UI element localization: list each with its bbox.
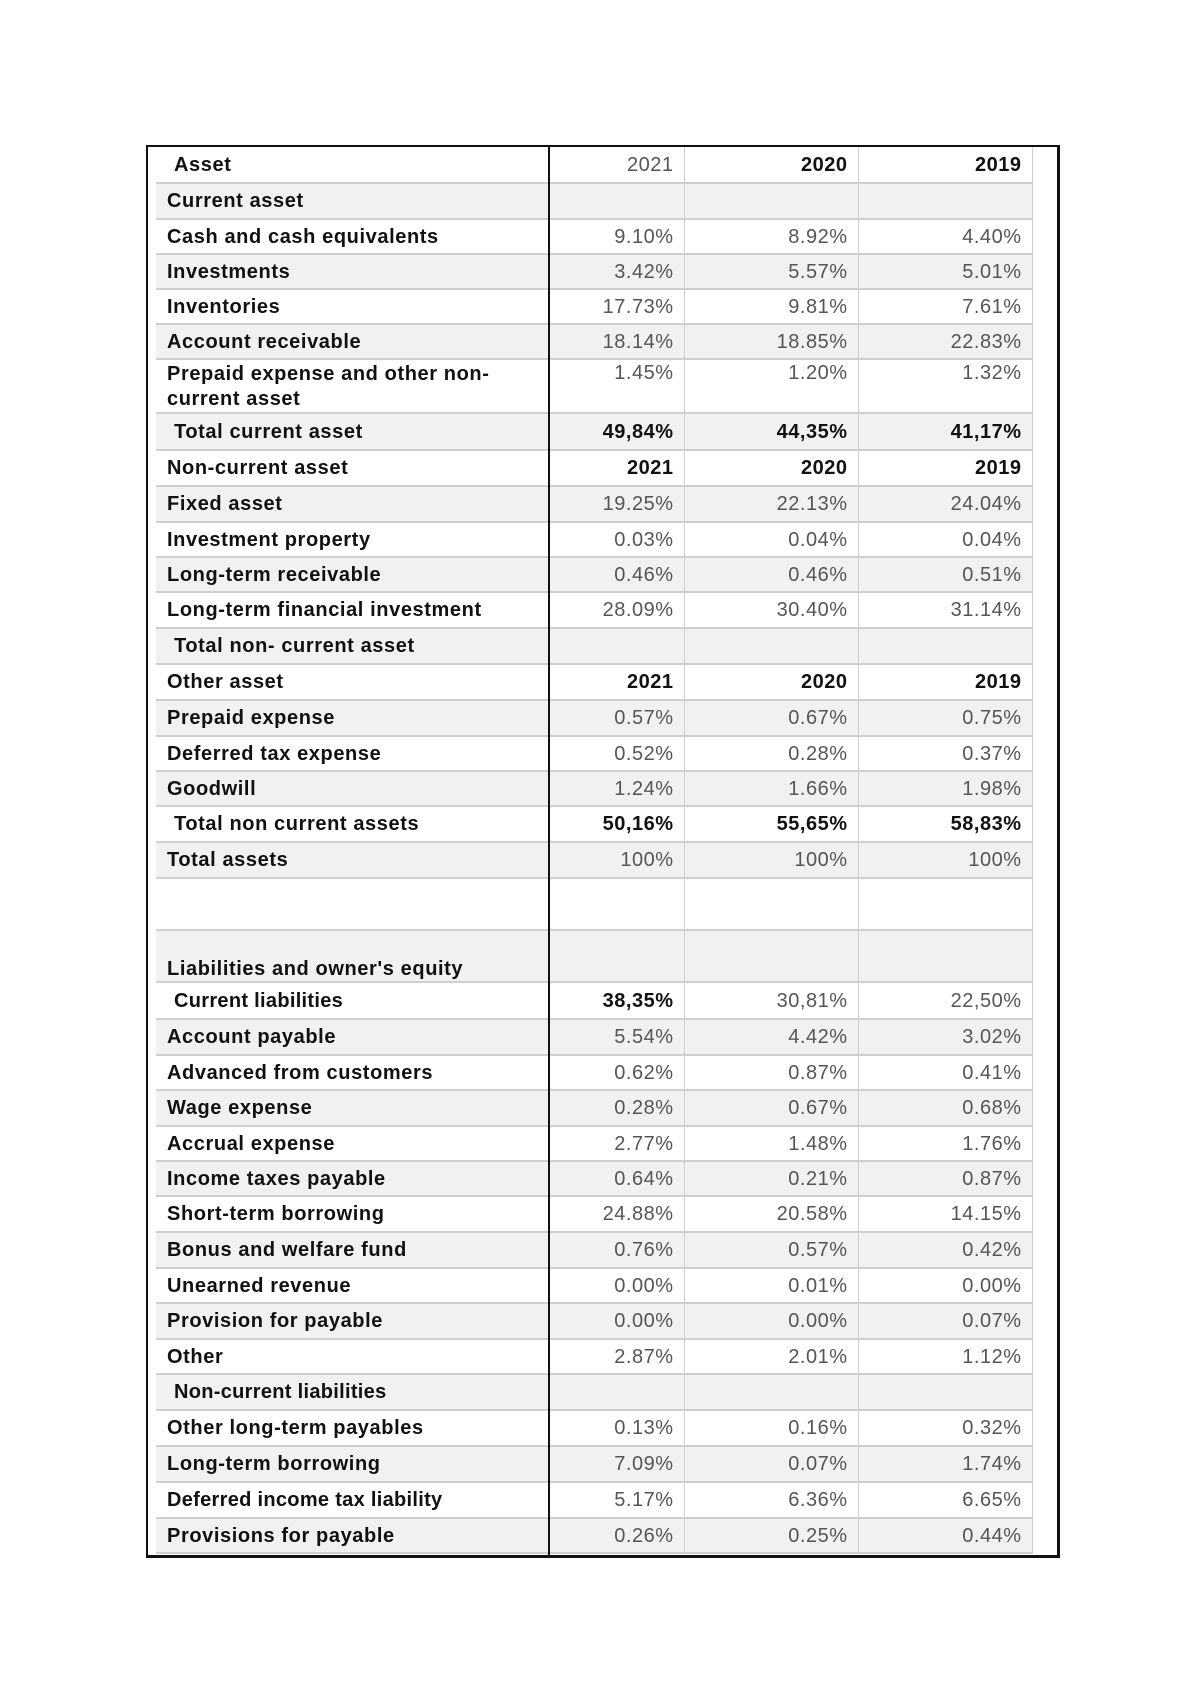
cell-2021: 18.14% xyxy=(548,324,684,359)
cell-2019: 2019 xyxy=(858,664,1032,700)
cell-2020: 0.07% xyxy=(684,1446,858,1482)
table-row xyxy=(156,359,1032,413)
table-row xyxy=(156,664,1032,700)
row-label: Current liabilities xyxy=(156,982,548,1019)
cell-2020: 18.85% xyxy=(684,324,858,359)
row-label: Other long-term payables xyxy=(156,1410,548,1446)
row-label: Other asset xyxy=(156,664,548,700)
cell-2019 xyxy=(858,1374,1032,1410)
cell-2021: 0.28% xyxy=(548,1090,684,1126)
row-label: Bonus and welfare fund xyxy=(156,1232,548,1268)
table-row xyxy=(156,324,1032,359)
cell-2020 xyxy=(684,1374,858,1410)
cell-2021 xyxy=(548,930,684,982)
cell-2021: 5.54% xyxy=(548,1019,684,1055)
table-row xyxy=(156,771,1032,806)
cell-2020: 2.01% xyxy=(684,1339,858,1374)
cell-2019: 1.32% xyxy=(858,359,1032,413)
cell-2020: 0.00% xyxy=(684,1303,858,1339)
cell-2019: 0.04% xyxy=(858,522,1032,557)
row-label: Advanced from customers xyxy=(156,1055,548,1090)
cell-2021: 0.26% xyxy=(548,1518,684,1553)
cell-2020: 0.04% xyxy=(684,522,858,557)
row-label: Long-term financial investment xyxy=(156,592,548,628)
row-label: Total non current assets xyxy=(156,806,548,842)
table-row xyxy=(156,450,1032,486)
row-label: Long-term borrowing xyxy=(156,1446,548,1482)
cell-2021: 0.62% xyxy=(548,1055,684,1090)
table-row xyxy=(156,1090,1032,1126)
table-row xyxy=(156,1303,1032,1339)
cell-2019: 2019 xyxy=(858,450,1032,486)
cell-2020: 8.92% xyxy=(684,219,858,254)
table-row xyxy=(156,1161,1032,1196)
cell-2021: 0.00% xyxy=(548,1303,684,1339)
cell-2019: 31.14% xyxy=(858,592,1032,628)
table-row xyxy=(156,1196,1032,1232)
cell-2020: 30,81% xyxy=(684,982,858,1019)
cell-2019: 1.76% xyxy=(858,1126,1032,1161)
table-row xyxy=(156,842,1032,878)
cell-2019: 22,50% xyxy=(858,982,1032,1019)
cell-2020: 44,35% xyxy=(684,413,858,450)
cell-2020: 2020 xyxy=(684,664,858,700)
cell-2020: 20.58% xyxy=(684,1196,858,1232)
cell-2021: 100% xyxy=(548,842,684,878)
row-label: Asset xyxy=(156,147,548,183)
row-label: Unearned revenue xyxy=(156,1268,548,1303)
cell-2019 xyxy=(858,878,1032,930)
row-label: Account receivable xyxy=(156,324,548,359)
cell-2019: 0.37% xyxy=(858,736,1032,771)
table-row xyxy=(156,700,1032,736)
table-row xyxy=(156,1482,1032,1518)
cell-2021: 5.17% xyxy=(548,1482,684,1518)
cell-2019: 6.65% xyxy=(858,1482,1032,1518)
cell-2020: 1.66% xyxy=(684,771,858,806)
cell-2020: 2020 xyxy=(684,147,858,183)
cell-2021: 1.45% xyxy=(548,359,684,413)
row-label: Liabilities and owner's equity xyxy=(156,930,548,982)
cell-2021: 0.76% xyxy=(548,1232,684,1268)
cell-2021: 19.25% xyxy=(548,486,684,522)
cell-2020: 100% xyxy=(684,842,858,878)
row-label xyxy=(156,878,548,930)
table-row xyxy=(156,219,1032,254)
row-label: Total current asset xyxy=(156,413,548,450)
table-row xyxy=(156,147,1032,183)
cell-2019: 0.41% xyxy=(858,1055,1032,1090)
cell-2020 xyxy=(684,878,858,930)
cell-2020: 0.46% xyxy=(684,557,858,592)
table-row xyxy=(156,254,1032,289)
cell-2020: 30.40% xyxy=(684,592,858,628)
row-label: Accrual expense xyxy=(156,1126,548,1161)
balance-sheet-table xyxy=(156,147,1033,1554)
table-row xyxy=(156,982,1032,1019)
cell-2021 xyxy=(548,183,684,219)
table-row xyxy=(156,1339,1032,1374)
cell-2020 xyxy=(684,930,858,982)
cell-2021: 1.24% xyxy=(548,771,684,806)
table-row xyxy=(156,1410,1032,1446)
row-label: Investment property xyxy=(156,522,548,557)
cell-2019: 0.87% xyxy=(858,1161,1032,1196)
cell-2019: 14.15% xyxy=(858,1196,1032,1232)
cell-2021: 9.10% xyxy=(548,219,684,254)
row-label: Goodwill xyxy=(156,771,548,806)
table-row xyxy=(156,1126,1032,1161)
cell-2019: 0.68% xyxy=(858,1090,1032,1126)
cell-2019: 3.02% xyxy=(858,1019,1032,1055)
cell-2019 xyxy=(858,183,1032,219)
cell-2020: 0.16% xyxy=(684,1410,858,1446)
cell-2019: 58,83% xyxy=(858,806,1032,842)
cell-2021: 0.13% xyxy=(548,1410,684,1446)
cell-2019: 0.07% xyxy=(858,1303,1032,1339)
cell-2021 xyxy=(548,878,684,930)
cell-2021: 7.09% xyxy=(548,1446,684,1482)
cell-2020: 6.36% xyxy=(684,1482,858,1518)
row-label: Income taxes payable xyxy=(156,1161,548,1196)
cell-2020 xyxy=(684,628,858,664)
table-row xyxy=(156,930,1032,982)
cell-2021: 0.46% xyxy=(548,557,684,592)
table-row xyxy=(156,878,1032,930)
cell-2019 xyxy=(858,930,1032,982)
cell-2021: 0.00% xyxy=(548,1268,684,1303)
table-row xyxy=(156,1268,1032,1303)
row-label: Account payable xyxy=(156,1019,548,1055)
cell-2021: 2.87% xyxy=(548,1339,684,1374)
cell-2019: 0.00% xyxy=(858,1268,1032,1303)
row-label: Prepaid expense and other non-current asset xyxy=(156,359,548,413)
cell-2021: 2021 xyxy=(548,147,684,183)
cell-2021: 3.42% xyxy=(548,254,684,289)
row-label: Investments xyxy=(156,254,548,289)
cell-2021: 0.64% xyxy=(548,1161,684,1196)
cell-2020: 0.57% xyxy=(684,1232,858,1268)
cell-2019: 0.42% xyxy=(858,1232,1032,1268)
cell-2019: 41,17% xyxy=(858,413,1032,450)
table-row xyxy=(156,628,1032,664)
cell-2019: 2019 xyxy=(858,147,1032,183)
row-label: Provision for payable xyxy=(156,1303,548,1339)
cell-2021: 38,35% xyxy=(548,982,684,1019)
row-label: Wage expense xyxy=(156,1090,548,1126)
row-label: Cash and cash equivalents xyxy=(156,219,548,254)
cell-2020: 1.48% xyxy=(684,1126,858,1161)
row-label: Non-current asset xyxy=(156,450,548,486)
table-row xyxy=(156,1446,1032,1482)
table-row xyxy=(156,557,1032,592)
cell-2020: 4.42% xyxy=(684,1019,858,1055)
cell-2020: 5.57% xyxy=(684,254,858,289)
row-label: Fixed asset xyxy=(156,486,548,522)
row-label: Inventories xyxy=(156,289,548,324)
row-label: Non-current liabilities xyxy=(156,1374,548,1410)
row-label: Deferred income tax liability xyxy=(156,1482,548,1518)
cell-2019: 0.51% xyxy=(858,557,1032,592)
cell-2019: 1.98% xyxy=(858,771,1032,806)
cell-2021: 0.52% xyxy=(548,736,684,771)
table-row xyxy=(156,1232,1032,1268)
cell-2020: 55,65% xyxy=(684,806,858,842)
row-label: Long-term receivable xyxy=(156,557,548,592)
cell-2020: 0.25% xyxy=(684,1518,858,1553)
cell-2021 xyxy=(548,1374,684,1410)
cell-2019: 100% xyxy=(858,842,1032,878)
cell-2021: 2021 xyxy=(548,450,684,486)
cell-2021: 49,84% xyxy=(548,413,684,450)
cell-2020: 0.28% xyxy=(684,736,858,771)
cell-2021: 2.77% xyxy=(548,1126,684,1161)
cell-2020: 0.67% xyxy=(684,700,858,736)
cell-2019: 24.04% xyxy=(858,486,1032,522)
cell-2020: 0.87% xyxy=(684,1055,858,1090)
row-label: Total non- current asset xyxy=(156,628,548,664)
cell-2020: 9.81% xyxy=(684,289,858,324)
cell-2019: 5.01% xyxy=(858,254,1032,289)
cell-2019: 0.75% xyxy=(858,700,1032,736)
table-row xyxy=(156,1518,1032,1553)
cell-2019: 22.83% xyxy=(858,324,1032,359)
cell-2019: 1.12% xyxy=(858,1339,1032,1374)
table-row xyxy=(156,183,1032,219)
table-row xyxy=(156,1055,1032,1090)
cell-2021 xyxy=(548,628,684,664)
cell-2020 xyxy=(684,183,858,219)
cell-2020: 0.01% xyxy=(684,1268,858,1303)
cell-2019: 0.32% xyxy=(858,1410,1032,1446)
cell-2021: 0.03% xyxy=(548,522,684,557)
table-row xyxy=(156,486,1032,522)
row-label: Prepaid expense xyxy=(156,700,548,736)
table-row xyxy=(156,806,1032,842)
cell-2021: 24.88% xyxy=(548,1196,684,1232)
row-label: Total assets xyxy=(156,842,548,878)
table-row xyxy=(156,289,1032,324)
row-label: Current asset xyxy=(156,183,548,219)
cell-2021: 2021 xyxy=(548,664,684,700)
cell-2019 xyxy=(858,628,1032,664)
column-divider xyxy=(548,145,550,1558)
table-row xyxy=(156,1374,1032,1410)
table-row xyxy=(156,522,1032,557)
table-row xyxy=(156,736,1032,771)
cell-2021: 50,16% xyxy=(548,806,684,842)
cell-2020: 2020 xyxy=(684,450,858,486)
cell-2020: 0.21% xyxy=(684,1161,858,1196)
table-row xyxy=(156,1019,1032,1055)
row-label: Deferred tax expense xyxy=(156,736,548,771)
cell-2021: 0.57% xyxy=(548,700,684,736)
row-label: Provisions for payable xyxy=(156,1518,548,1553)
cell-2021: 28.09% xyxy=(548,592,684,628)
row-label: Short-term borrowing xyxy=(156,1196,548,1232)
cell-2019: 4.40% xyxy=(858,219,1032,254)
cell-2020: 22.13% xyxy=(684,486,858,522)
cell-2021: 17.73% xyxy=(548,289,684,324)
cell-2019: 1.74% xyxy=(858,1446,1032,1482)
cell-2020: 0.67% xyxy=(684,1090,858,1126)
table-row xyxy=(156,592,1032,628)
cell-2020: 1.20% xyxy=(684,359,858,413)
table-row xyxy=(156,413,1032,450)
cell-2019: 7.61% xyxy=(858,289,1032,324)
row-label: Other xyxy=(156,1339,548,1374)
cell-2019: 0.44% xyxy=(858,1518,1032,1553)
